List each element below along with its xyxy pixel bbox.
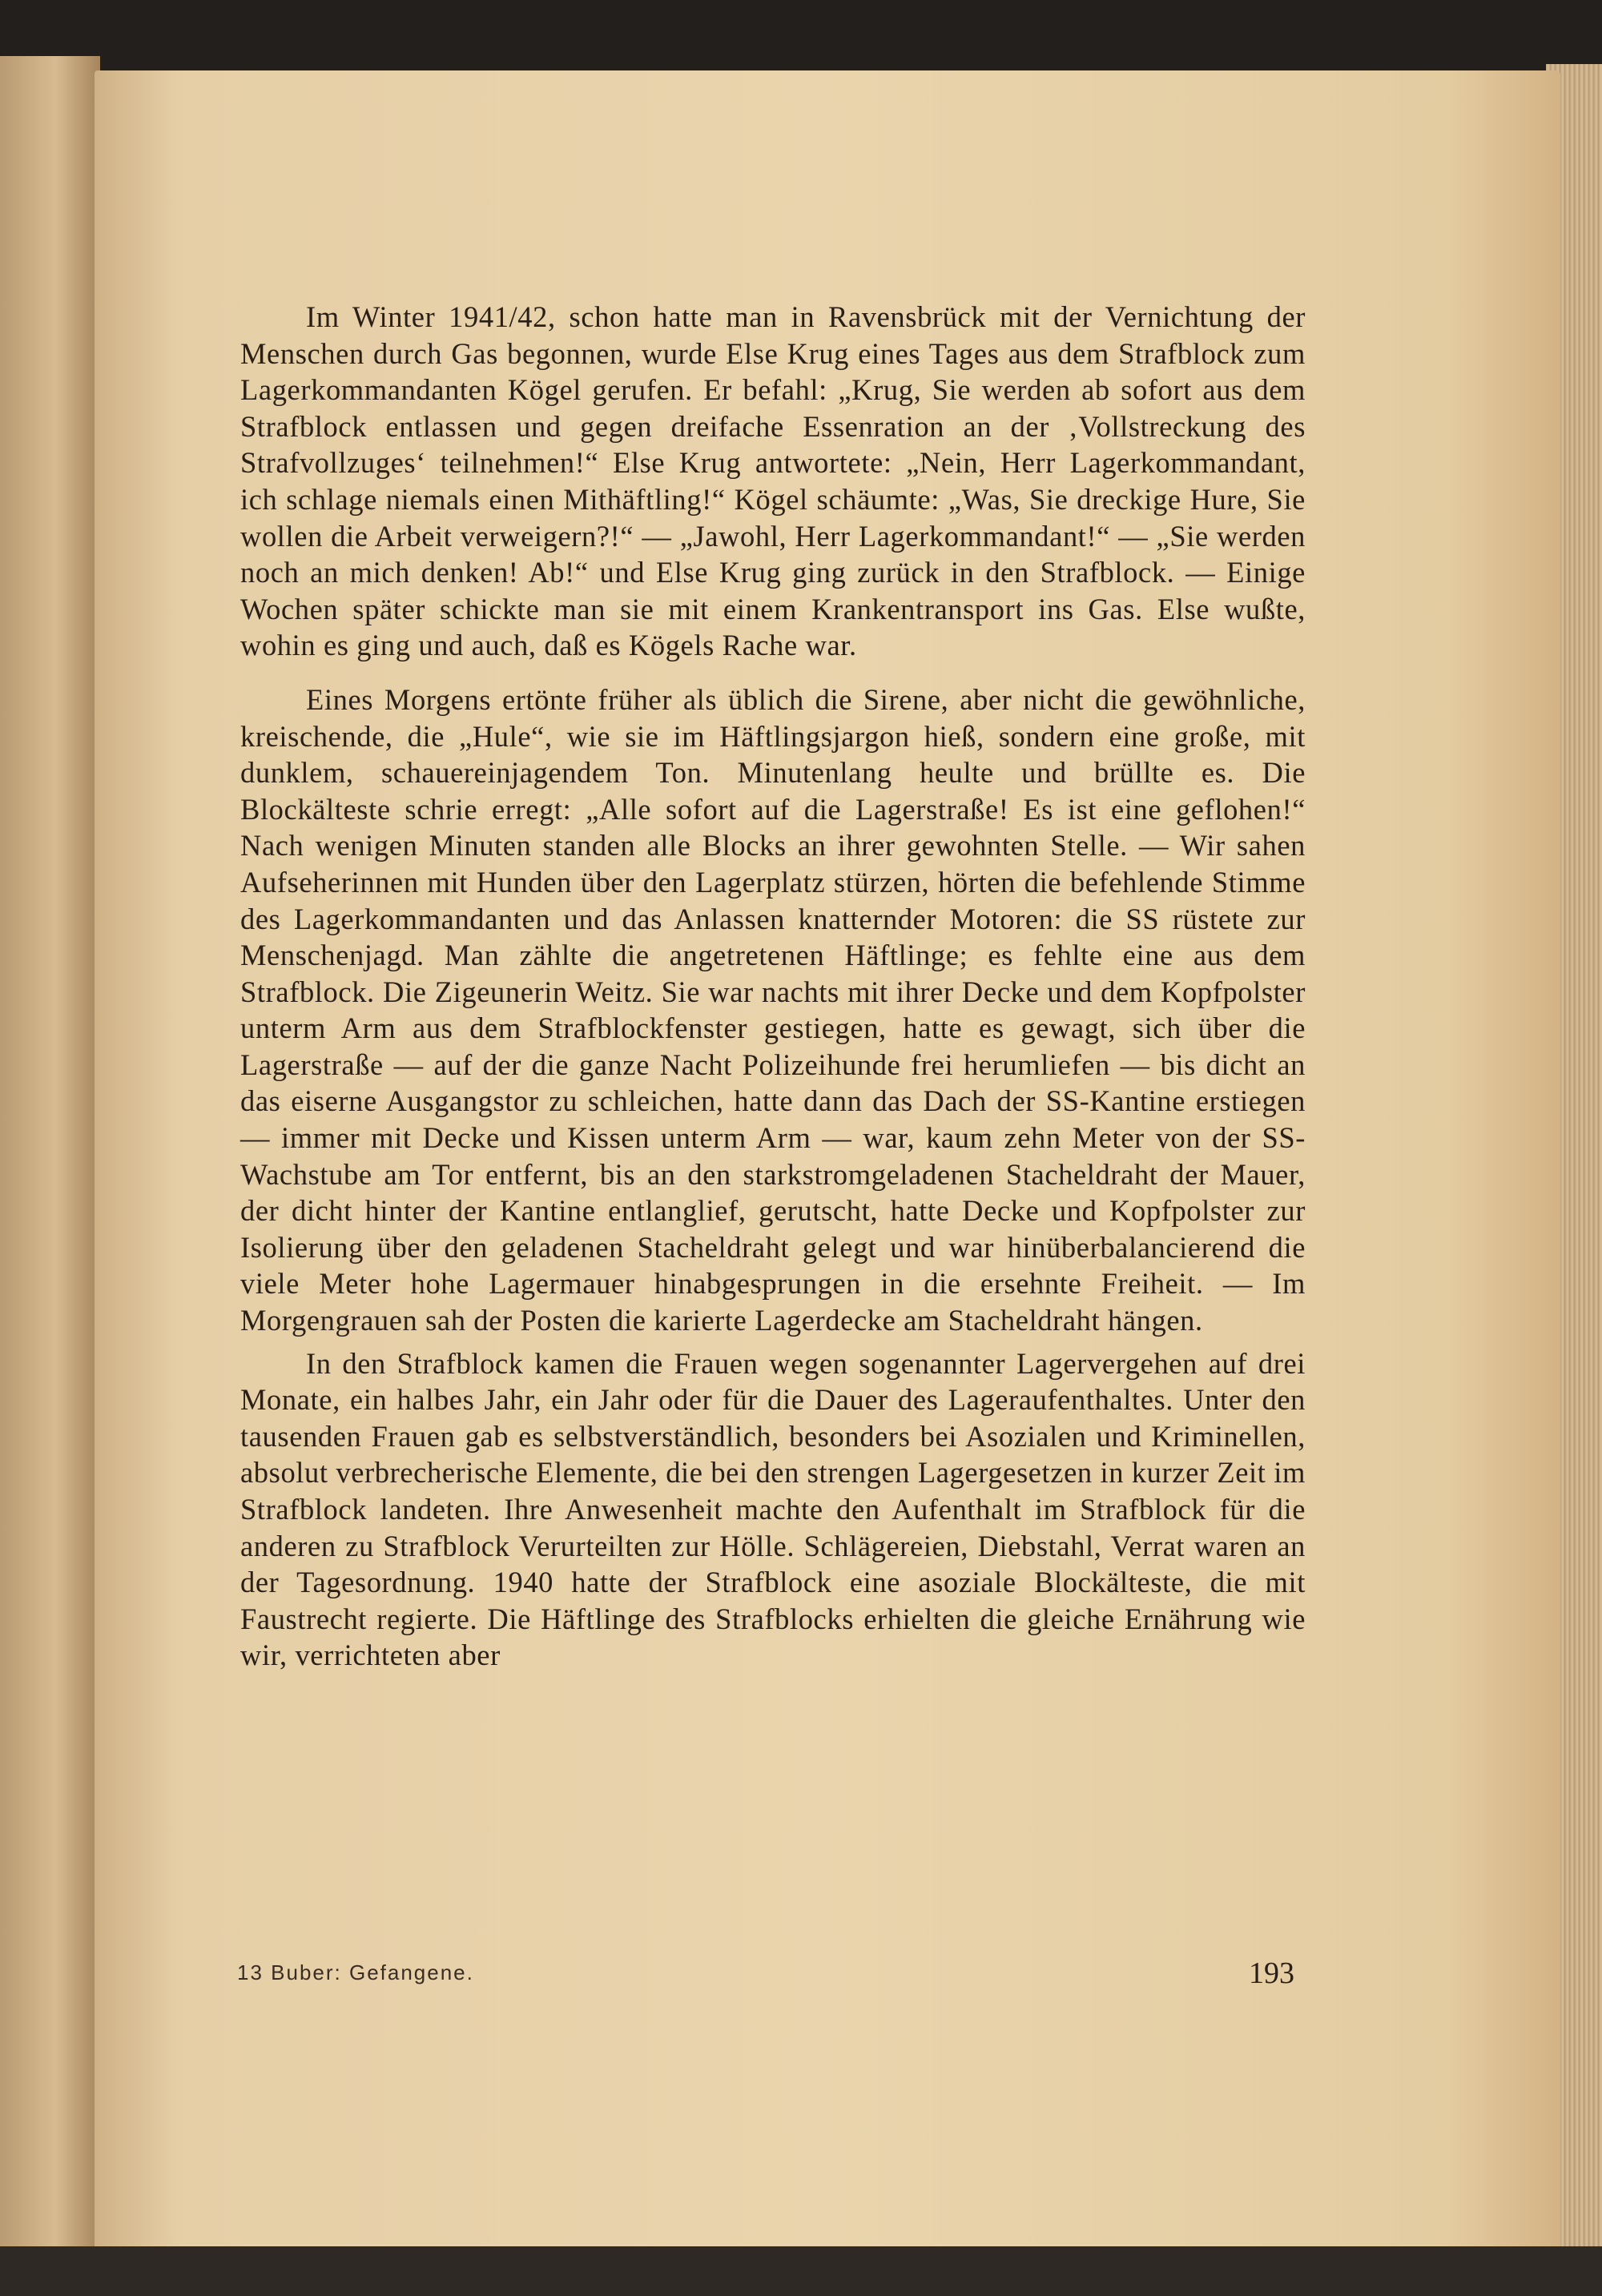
scan-background-bottom — [0, 2246, 1602, 2296]
page-number: 193 — [1249, 1956, 1294, 1990]
paragraph-escape: Eines Morgens ertönte früher als üblich die Sirene, aber nicht die gewöhnliche, kreischende, die „Hule“, wie sie im Häftlingsjargon hieß, sondern eine große, mit dunklem, schauereinjagendem Ton. Minutenlang heulte und brüllte es. Die Blockälteste schrie erregt: „Alle sofort auf die Lagerstraße! Es ist eine geflohen!“ Nach wenigen Minuten standen alle Blocks an ihrer gewohnten Stelle. — Wir sahen Aufseherinnen mit Hunden über den Lagerplatz stürzen, hörten die befehlende Stimme des Lagerkommandanten und das Anlassen knatternder Motoren: die SS rüstete zur Menschenjagd. Man zählte die angetretenen Häftlinge; es fehlte eine aus dem Strafblock. Die Zigeunerin Weitz. Sie war nachts mit ihrer Decke und dem Kopfpolster unterm Arm aus dem Strafblockfenster gestiegen, hatte es gewagt, sich über die Lagerstraße — auf der die ganze Nacht Polizeihunde frei herumliefen — bis dicht an das eiserne Ausgangstor zu schleichen, hatte dann das Dach der SS-Kantine erstiegen — immer mit Decke und Kissen unterm Arm — war, kaum zehn Meter von der SS-Wachstube am Tor entfernt, bis an den starkstromgeladenen Stacheldraht der Mauer, der dicht hinter der Kantine entlanglief, gerutscht, hatte Decke und Kopfpolster zur Isolierung über den geladenen Stacheldraht gelegt und war hinüberbalancierend die viele Meter hohe Lagermauer hinabgesprungen in die ersehnte Freiheit. — Im Morgengrauen sah der Posten die karierte Lagerdecke am Stacheldraht hängen. — [240, 682, 1306, 1337]
scan-background-top — [0, 0, 1602, 76]
left-page-edge — [0, 56, 100, 2296]
page-footer — [237, 1956, 1294, 1996]
signature-note: 13 Buber: Gefangene. — [237, 1960, 474, 1984]
paragraph-else-krug: Im Winter 1941/42, schon hatte man in Ravensbrück mit der Vernichtung der Menschen durch Gas begonnen, wurde Else Krug eines Tages aus dem Strafblock zum Lagerkommandanten Kögel gerufen. Er befahl: „Krug, Sie werden ab sofort aus dem Strafblock entlassen und gegen dreifache Essenration an der ‚Vollstreckung des Strafvollzuges‘ teilnehmen!“ Else Krug antwortete: „Nein, Herr Lagerkommandant, ich schlage niemals einen Mithäftling!“ Kögel schäumte: „Was, Sie dreckige Hure, Sie wollen die Arbeit verweigern?!“ — „Jawohl, Herr Lagerkommandant!“ — „Sie werden noch an mich denken! Ab!“ und Else Krug ging zurück in den Strafblock. — Einige Wochen später schickte man sie mit einem Krankentransport ins Gas. Else wußte, wohin es ging und auch, daß es Kögels Rache war. — [240, 300, 1306, 662]
paragraph-strafblock: In den Strafblock kamen die Frauen wegen sogenannter Lagervergehen auf drei Monate, ein halbes Jahr, ein Jahr oder für die Dauer des Lageraufenthaltes. Unter den tausenden Frauen gab es selbstverständlich, besonders bei Asozialen und Kriminellen, absolut verbrecherische Elemente, die bei den strengen Lagergesetzen in kurzer Zeit im Strafblock landeten. Ihre Anwesenheit machte den Aufenthalt im Strafblock für die anderen zu Strafblock Verurteilten zur Hölle. Schlägereien, Diebstahl, Verrat waren an der Tagesordnung. 1940 hatte der Strafblock eine asoziale Blockälteste, die mit Faustrecht regierte. Die Häftlinge des Strafblocks erhielten die gleiche Ernährung wie wir, verrichteten aber — [240, 1346, 1306, 1672]
body-text — [240, 299, 1306, 1674]
